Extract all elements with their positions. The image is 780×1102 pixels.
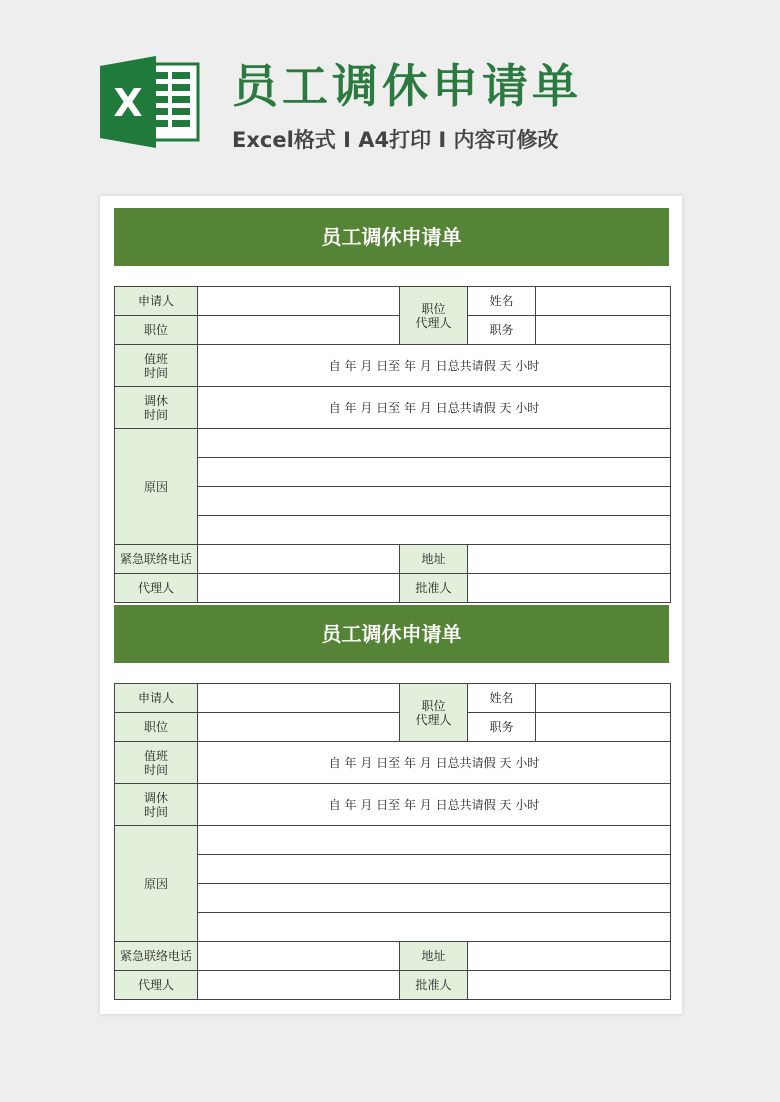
name-label: 姓名: [468, 684, 536, 713]
svg-text:X: X: [113, 81, 143, 125]
reason-line-1[interactable]: [198, 826, 671, 855]
leave-form-2: [114, 605, 669, 992]
reason-line-4[interactable]: [198, 913, 671, 942]
page-title: 员工调休申请单: [232, 59, 582, 113]
leave-form-1: [114, 208, 669, 595]
shift-time-field[interactable]: 自 年 月 日至 年 月 日总共请假 天 小时: [198, 742, 671, 784]
form-title: 员工调休申请单: [114, 605, 669, 663]
reason-label: 原因: [115, 826, 198, 942]
address-field[interactable]: [468, 942, 671, 971]
form-table: [114, 683, 671, 1000]
approver-label: 批准人: [400, 971, 468, 1000]
emergency-phone-field[interactable]: [198, 545, 400, 574]
deputy-field[interactable]: [198, 971, 400, 1000]
address-label: 地址: [400, 545, 468, 574]
position-field[interactable]: [198, 316, 400, 345]
name-field[interactable]: [536, 684, 671, 713]
applicant-field[interactable]: [198, 287, 400, 316]
reason-line-4[interactable]: [198, 516, 671, 545]
duty-field[interactable]: [536, 316, 671, 345]
applicant-field[interactable]: [198, 684, 400, 713]
leave-time-label: 调休 时间: [115, 784, 198, 826]
duty-label: 职务: [468, 316, 536, 345]
leave-time-field[interactable]: 自 年 月 日至 年 月 日总共请假 天 小时: [198, 784, 671, 826]
address-label: 地址: [400, 942, 468, 971]
reason-line-1[interactable]: [198, 429, 671, 458]
form-sheet: [100, 196, 682, 1014]
duty-field[interactable]: [536, 713, 671, 742]
shift-time-field[interactable]: 自 年 月 日至 年 月 日总共请假 天 小时: [198, 345, 671, 387]
position-deputy-label: 职位 代理人: [400, 287, 468, 345]
deputy-label: 代理人: [115, 574, 198, 603]
shift-time-label: 值班 时间: [115, 742, 198, 784]
approver-field[interactable]: [468, 574, 671, 603]
position-label: 职位: [115, 713, 198, 742]
approver-field[interactable]: [468, 971, 671, 1000]
leave-time-field[interactable]: 自 年 月 日至 年 月 日总共请假 天 小时: [198, 387, 671, 429]
address-field[interactable]: [468, 545, 671, 574]
deputy-label: 代理人: [115, 971, 198, 1000]
excel-logo-icon: [100, 56, 200, 148]
position-field[interactable]: [198, 713, 400, 742]
emergency-phone-label: 紧急联络电话: [115, 545, 198, 574]
reason-line-3[interactable]: [198, 487, 671, 516]
emergency-phone-label: 紧急联络电话: [115, 942, 198, 971]
reason-label: 原因: [115, 429, 198, 545]
applicant-label: 申请人: [115, 684, 198, 713]
emergency-phone-field[interactable]: [198, 942, 400, 971]
page-subtitle: Excel格式 I A4打印 I 内容可修改: [232, 128, 559, 152]
approver-label: 批准人: [400, 574, 468, 603]
position-deputy-label: 职位 代理人: [400, 684, 468, 742]
reason-line-2[interactable]: [198, 855, 671, 884]
form-table: [114, 286, 671, 603]
shift-time-label: 值班 时间: [115, 345, 198, 387]
applicant-label: 申请人: [115, 287, 198, 316]
duty-label: 职务: [468, 713, 536, 742]
form-title: 员工调休申请单: [114, 208, 669, 266]
reason-line-3[interactable]: [198, 884, 671, 913]
leave-time-label: 调休 时间: [115, 387, 198, 429]
position-label: 职位: [115, 316, 198, 345]
reason-line-2[interactable]: [198, 458, 671, 487]
name-label: 姓名: [468, 287, 536, 316]
name-field[interactable]: [536, 287, 671, 316]
deputy-field[interactable]: [198, 574, 400, 603]
